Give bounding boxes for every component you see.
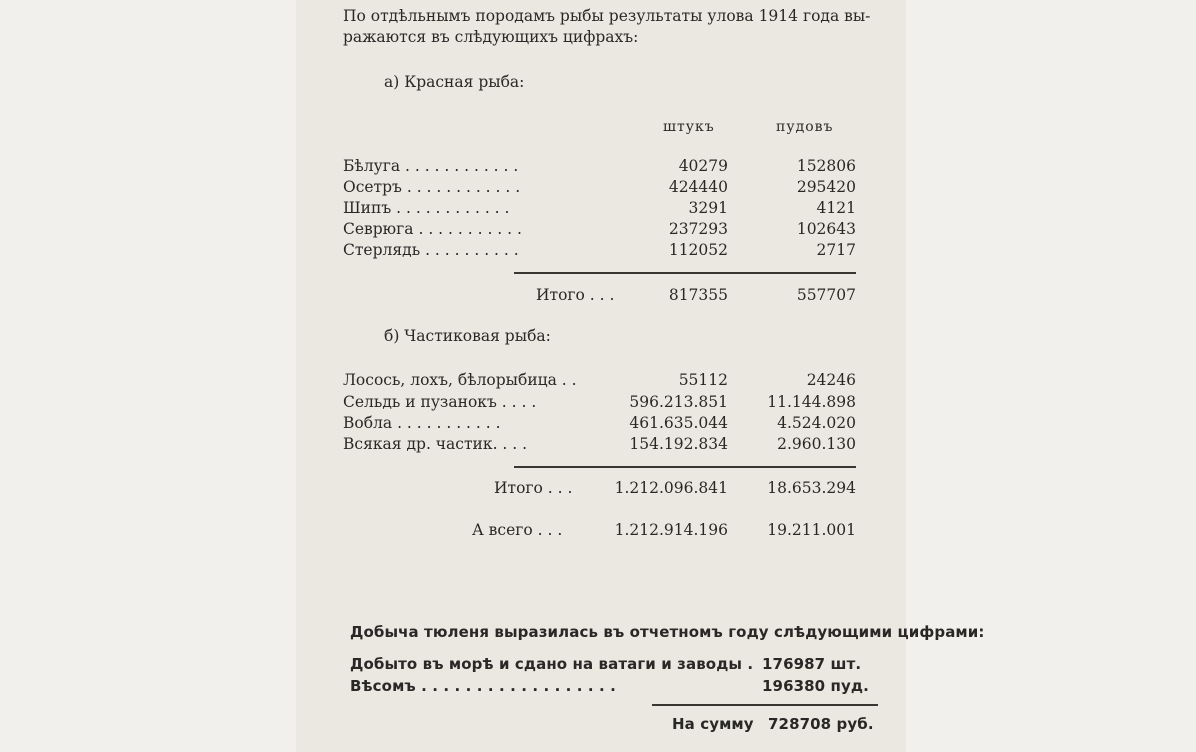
seal-caught-label: Добыто въ морѣ и сдано на ватаги и заводы . (350, 655, 754, 673)
table-row-label: Бѣлуга . . . . . . . . . . . . (343, 157, 519, 175)
table-cell-pieces: 237293 (668, 220, 728, 238)
table-row-label: Всякая др. частик. . . . (343, 435, 528, 453)
table-cell-poods: 4.524.020 (777, 414, 856, 432)
seal-sum-label: На сумму (672, 715, 754, 733)
table-cell-pieces: 596.213.851 (629, 393, 728, 411)
table-row-label: Сельдь и пузанокъ . . . . (343, 393, 537, 411)
table-cell-pieces: 424440 (668, 178, 728, 196)
table-row-label: Севрюга . . . . . . . . . . . (343, 220, 522, 238)
table-row-label: Вобла . . . . . . . . . . . (343, 414, 501, 432)
col-poods-header: пудовъ (776, 119, 834, 135)
part-fish-total-label: Итого . . . (494, 479, 573, 497)
red-fish-total-poods: 557707 (796, 286, 856, 304)
table-cell-poods: 2.960.130 (777, 435, 856, 453)
part-fish-total-pieces: 1.212.096.841 (614, 479, 728, 497)
red-fish-total-pieces: 817355 (668, 286, 728, 304)
seal-weight-label: Вѣсомъ . . . . . . . . . . . . . . . . . . (350, 677, 616, 695)
table-cell-pieces: 3291 (688, 199, 728, 217)
table-row-label: Стерлядь . . . . . . . . . . (343, 241, 519, 259)
seal-heading: Добыча тюленя выразилась въ отчетномъ году слѣдующими цифрами: (350, 623, 985, 641)
table-row-label: Шипъ . . . . . . . . . . . . (343, 199, 510, 217)
seal-sum-rule (652, 704, 878, 706)
table-cell-pieces: 40279 (678, 157, 728, 175)
intro-line-2: ражаются въ слѣдующихъ цифрахъ: (343, 28, 639, 46)
table-cell-poods: 295420 (796, 178, 856, 196)
table-row-label: Осетръ . . . . . . . . . . . . (343, 178, 521, 196)
part-fish-total-poods: 18.653.294 (767, 479, 856, 497)
grand-total-poods: 19.211.001 (767, 521, 856, 539)
table-cell-poods: 4121 (816, 199, 856, 217)
intro-line-1: По отдѣльнымъ породамъ рыбы результаты улова 1914 года вы- (343, 7, 871, 25)
part-fish-heading: б) Частиковая рыба: (384, 327, 551, 345)
table-cell-poods: 11.144.898 (767, 393, 856, 411)
seal-caught-value: 176987 шт. (762, 655, 862, 673)
table-row-label: Лосось, лохъ, бѣлорыбица . . (343, 371, 577, 389)
red-fish-total-rule (514, 272, 856, 274)
table-cell-poods: 2717 (816, 241, 856, 259)
table-cell-poods: 102643 (796, 220, 856, 238)
table-cell-pieces: 154.192.834 (629, 435, 728, 453)
grand-total-pieces: 1.212.914.196 (614, 521, 728, 539)
seal-sum-value: 728708 руб. (768, 715, 874, 733)
table-cell-poods: 24246 (806, 371, 856, 389)
table-cell-pieces: 461.635.044 (629, 414, 728, 432)
table-cell-pieces: 112052 (668, 241, 728, 259)
col-pieces-header: штукъ (663, 119, 715, 135)
red-fish-heading: а) Красная рыба: (384, 73, 525, 91)
table-cell-poods: 152806 (796, 157, 856, 175)
grand-total-label: А всего . . . (472, 521, 563, 539)
red-fish-total-label: Итого . . . (536, 286, 615, 304)
table-cell-pieces: 55112 (678, 371, 728, 389)
part-fish-total-rule (514, 466, 856, 468)
seal-weight-value: 196380 пуд. (762, 677, 869, 695)
